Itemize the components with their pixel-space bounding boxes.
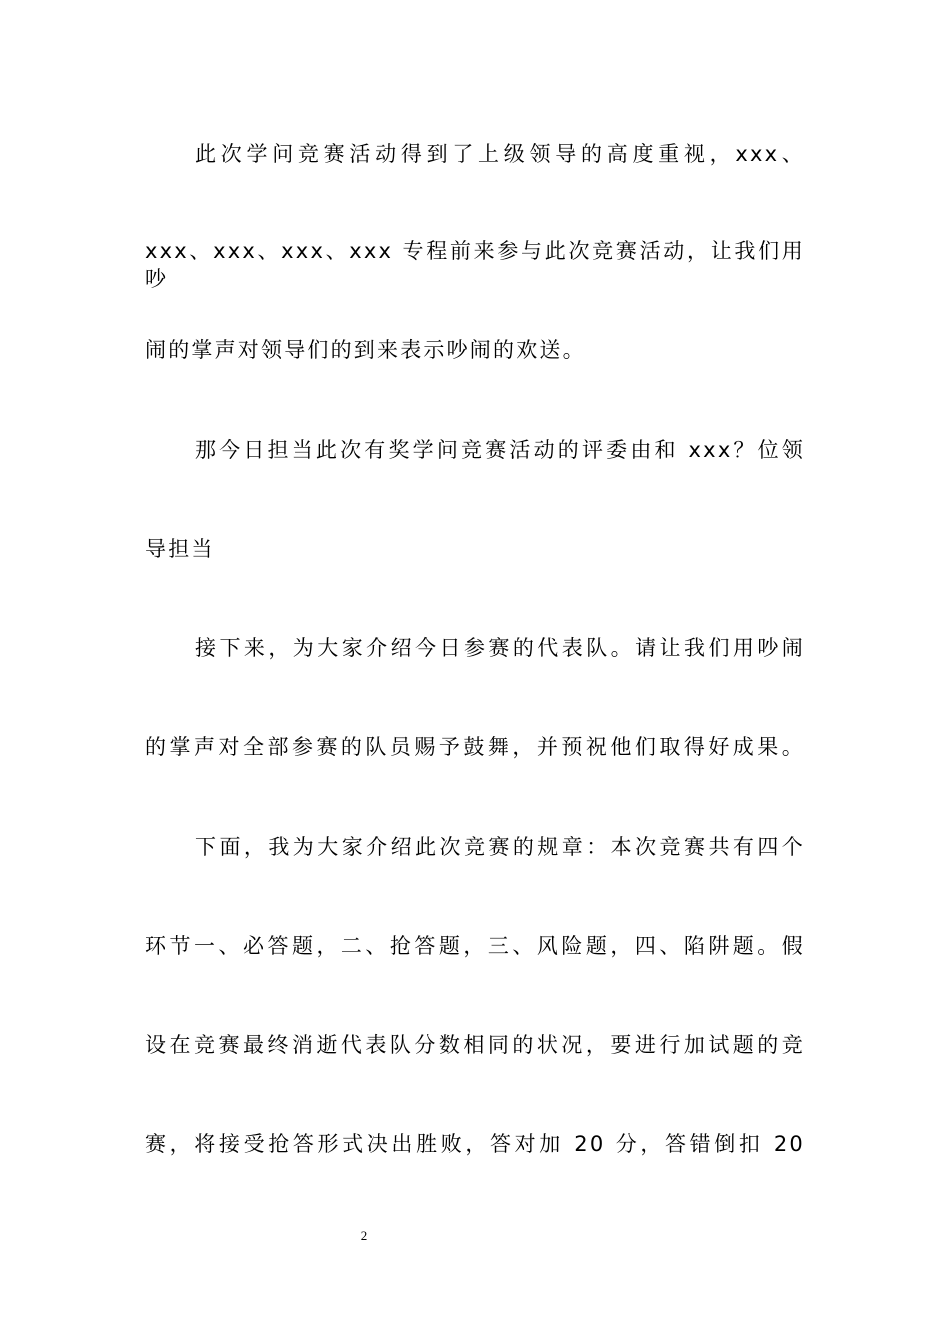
paragraph-1-line-2: xxx、xxx、xxx、xxx 专程前来参与此次竞赛活动，让我们用吵 bbox=[145, 239, 805, 291]
paragraph-2-line-2: 导担当 bbox=[145, 537, 215, 561]
paragraph-4-line-3: 设在竞赛最终消逝代表队分数相同的状况，要进行加试题的竞 bbox=[145, 1033, 805, 1057]
page-number: 2 bbox=[360, 1228, 368, 1243]
paragraph-1-line-3: 闹的掌声对领导们的到来表示吵闹的欢送。 bbox=[145, 338, 586, 362]
paragraph-1-line-1: 此次学问竞赛活动得到了上级领导的高度重视，xxx、 bbox=[195, 142, 805, 166]
paragraph-4-line-2: 环节一、必答题，二、抢答题，三、风险题，四、陷阱题。假 bbox=[145, 934, 805, 958]
paragraph-4-line-4: 赛，将接受抢答形式决出胜败，答对加 20 分，答错倒扣 20 bbox=[145, 1132, 805, 1156]
paragraph-3-line-2: 的掌声对全部参赛的队员赐予鼓舞，并预祝他们取得好成果。 bbox=[145, 735, 805, 759]
paragraph-4-line-1: 下面，我为大家介绍此次竞赛的规章：本次竞赛共有四个 bbox=[195, 835, 805, 859]
paragraph-2-line-1: 那今日担当此次有奖学问竞赛活动的评委由和 xxx？位领 bbox=[195, 438, 805, 462]
paragraph-3-line-1: 接下来，为大家介绍今日参赛的代表队。请让我们用吵闹 bbox=[195, 636, 805, 660]
